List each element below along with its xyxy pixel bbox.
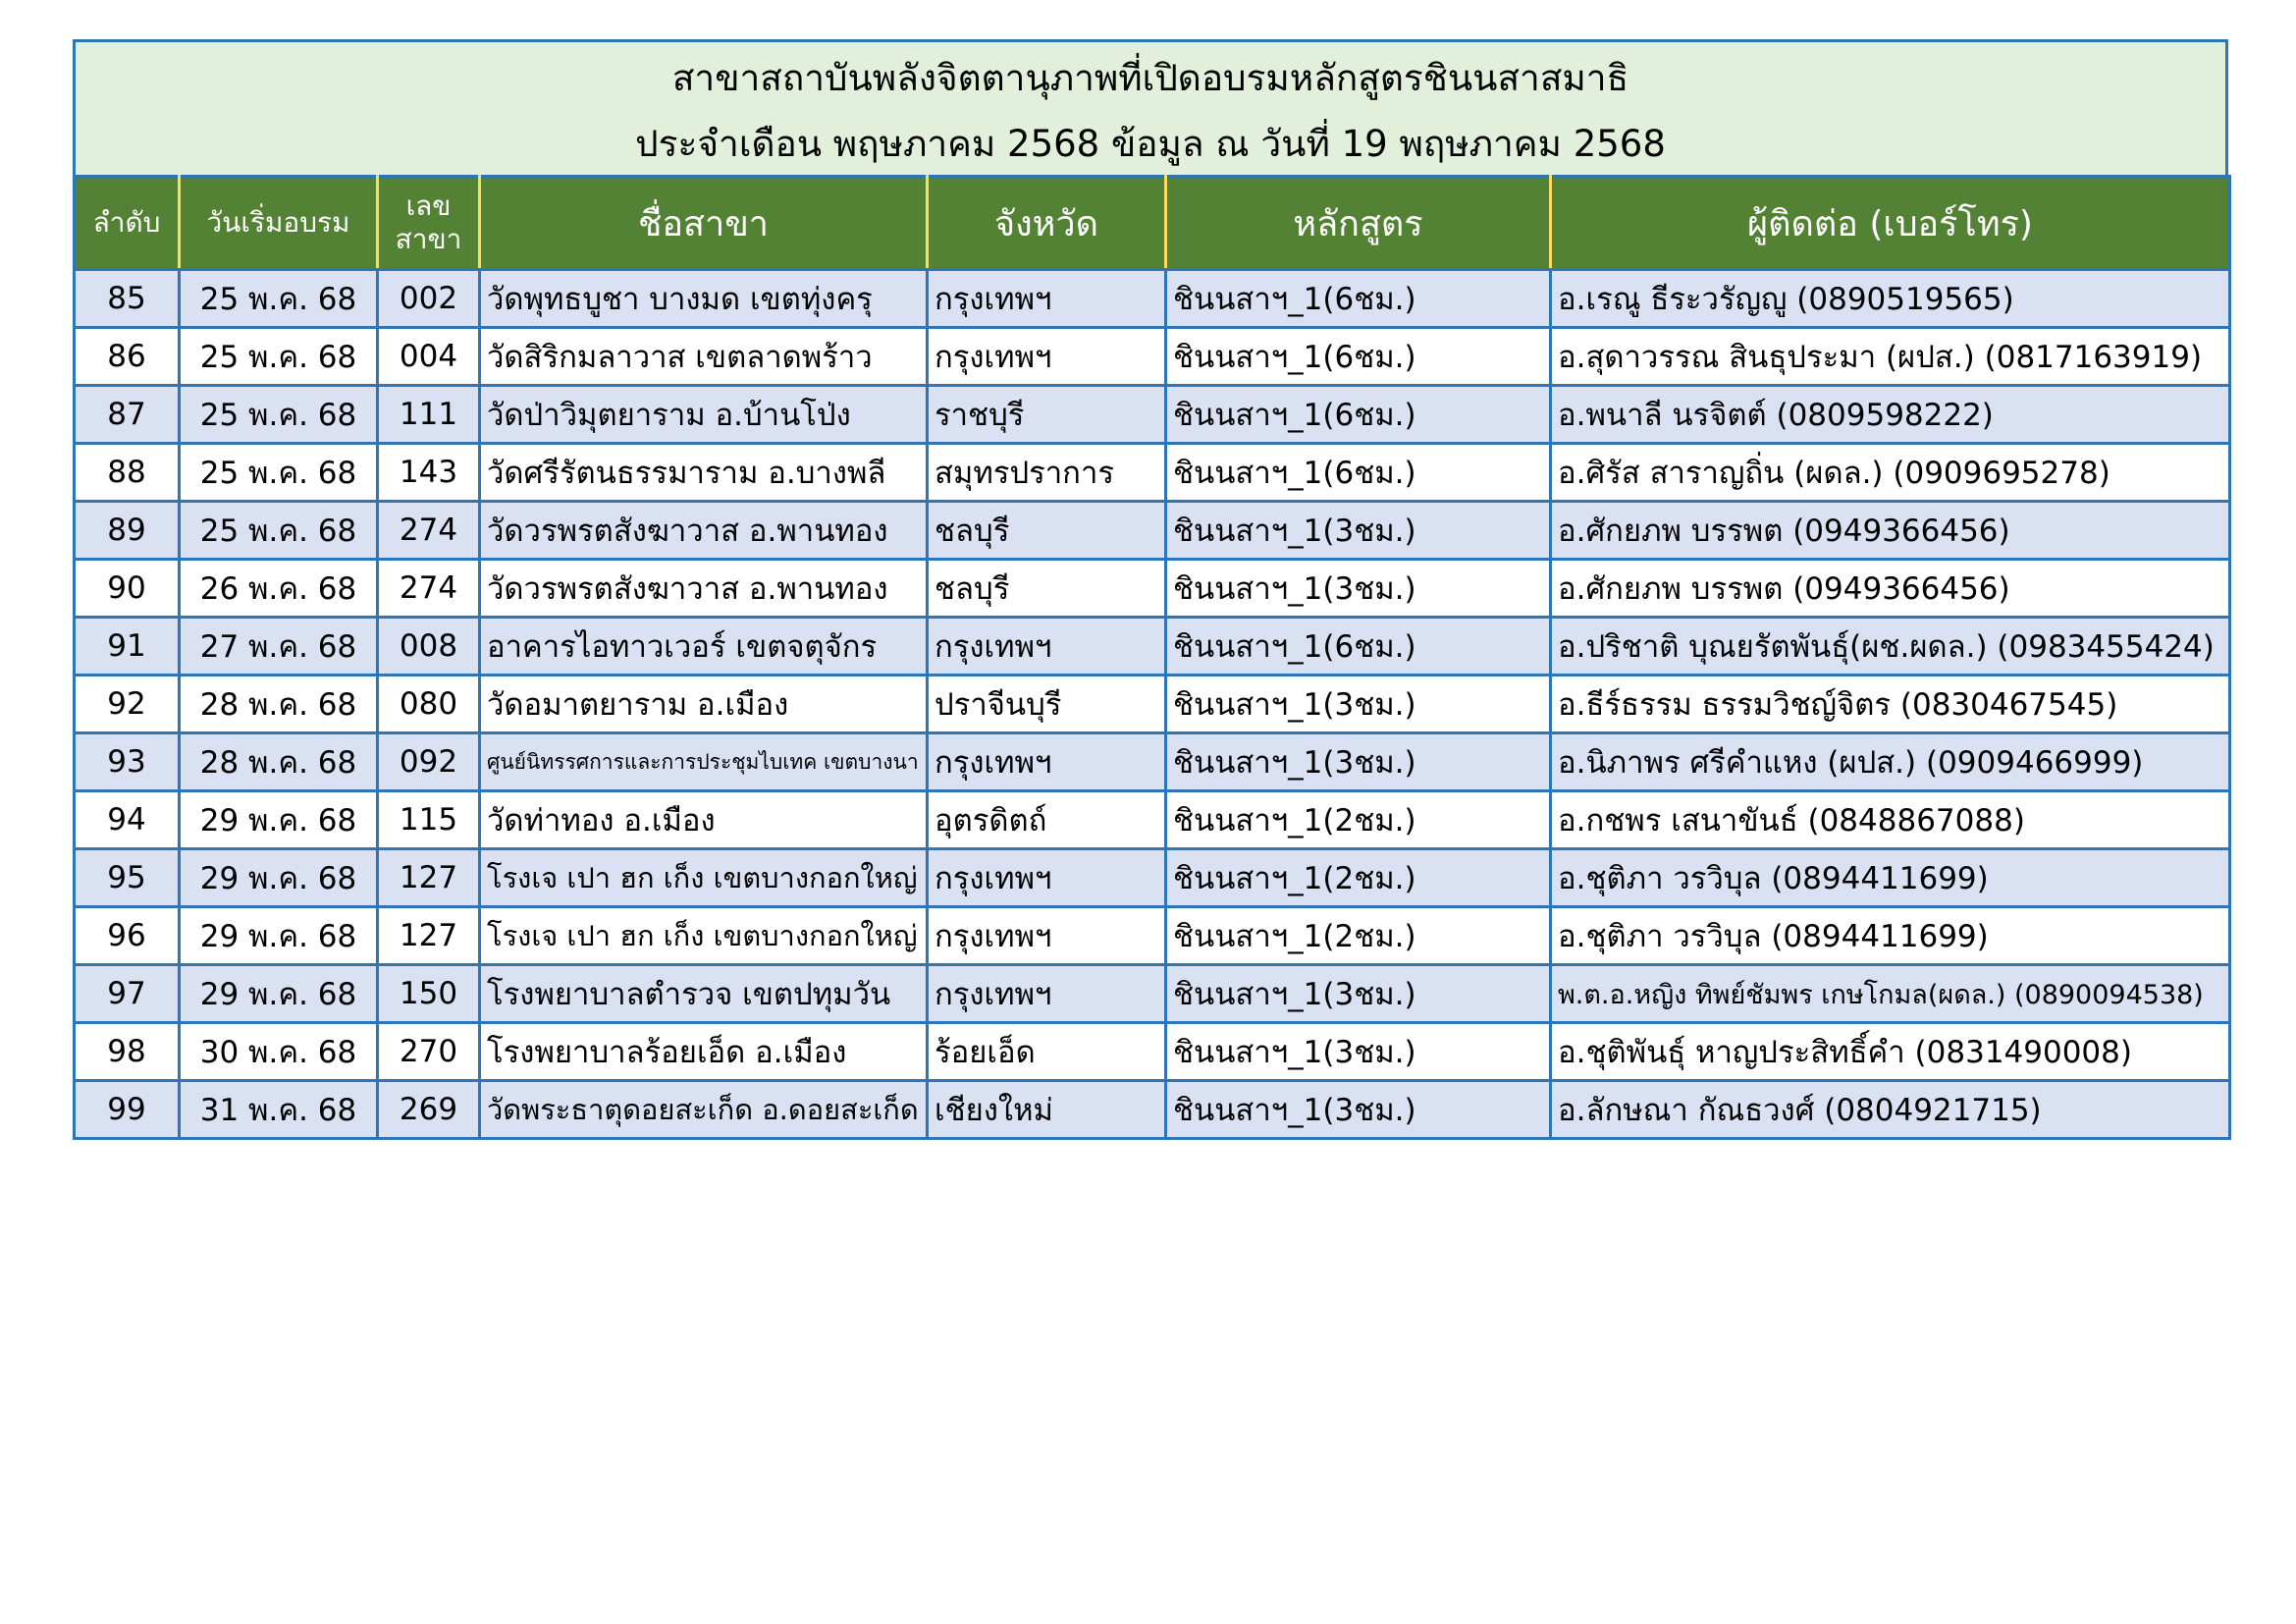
cell-no: 98 xyxy=(75,1023,180,1081)
cell-no: 89 xyxy=(75,502,180,560)
cell-start-date: 25 พ.ค. 68 xyxy=(180,386,378,444)
cell-branch-name: วัดป่าวิมุตยาราม อ.บ้านโป่ง xyxy=(480,386,928,444)
cell-branch-name: อาคารไอทาวเวอร์ เขตจตุจักร xyxy=(480,618,928,676)
cell-contact: อ.นิภาพร ศรีคำแหง (ผปส.) (0909466999) xyxy=(1551,733,2230,791)
cell-province: กรุงเทพฯ xyxy=(928,965,1166,1023)
table-row xyxy=(75,1023,2230,1081)
cell-province: กรุงเทพฯ xyxy=(928,907,1166,965)
cell-branch-name: โรงพยาบาลตำรวจ เขตปทุมวัน xyxy=(480,965,928,1023)
cell-province: กรุงเทพฯ xyxy=(928,618,1166,676)
cell-course: ชินนสาฯ_1(3ชม.) xyxy=(1166,560,1551,618)
cell-no: 86 xyxy=(75,328,180,386)
cell-course: ชินนสาฯ_1(3ชม.) xyxy=(1166,965,1551,1023)
cell-branch-name: วัดวรพรตสังฆาวาส อ.พานทอง xyxy=(480,560,928,618)
title-line-2: ประจำเดือน พฤษภาคม 2568 ข้อมูล ณ วันที่ 19 พฤษภาคม 2568 xyxy=(635,123,1666,165)
cell-contact: อ.ชุติภา วรวิบุล (0894411699) xyxy=(1551,907,2230,965)
cell-contact: อ.ชุติพันธุ์ หาญประสิทธิ์คำ (0831490008) xyxy=(1551,1023,2230,1081)
table-row xyxy=(75,791,2230,849)
table-row xyxy=(75,270,2230,328)
cell-contact: อ.สุดาวรรณ สินธุประมา (ผปส.) (0817163919) xyxy=(1551,328,2230,386)
cell-start-date: 25 พ.ค. 68 xyxy=(180,444,378,502)
cell-province: ปราจีนบุรี xyxy=(928,676,1166,733)
title-box xyxy=(73,39,2228,175)
cell-province: กรุงเทพฯ xyxy=(928,328,1166,386)
cell-branch-name: วัดอมาตยาราม อ.เมือง xyxy=(480,676,928,733)
cell-branch-name: วัดศรีรัตนธรรมาราม อ.บางพลี xyxy=(480,444,928,502)
cell-course: ชินนสาฯ_1(3ชม.) xyxy=(1166,502,1551,560)
cell-province: ชลบุรี xyxy=(928,560,1166,618)
cell-branch-no: 269 xyxy=(378,1081,480,1139)
cell-no: 95 xyxy=(75,849,180,907)
cell-branch-name: โรงเจ เปา ฮก เก็ง เขตบางกอกใหญ่ xyxy=(480,907,928,965)
cell-province: สมุทรปราการ xyxy=(928,444,1166,502)
cell-start-date: 26 พ.ค. 68 xyxy=(180,560,378,618)
cell-branch-no: 274 xyxy=(378,560,480,618)
cell-branch-name: วัดท่าทอง อ.เมือง xyxy=(480,791,928,849)
cell-no: 91 xyxy=(75,618,180,676)
cell-course: ชินนสาฯ_1(6ชม.) xyxy=(1166,618,1551,676)
cell-province: เชียงใหม่ xyxy=(928,1081,1166,1139)
cell-contact: อ.ชุติภา วรวิบุล (0894411699) xyxy=(1551,849,2230,907)
cell-course: ชินนสาฯ_1(2ชม.) xyxy=(1166,907,1551,965)
cell-start-date: 29 พ.ค. 68 xyxy=(180,849,378,907)
cell-start-date: 29 พ.ค. 68 xyxy=(180,791,378,849)
table-row xyxy=(75,328,2230,386)
cell-no: 96 xyxy=(75,907,180,965)
cell-branch-no: 002 xyxy=(378,270,480,328)
header-branch-no-line-1: เลข xyxy=(405,189,452,222)
cell-branch-no: 127 xyxy=(378,849,480,907)
cell-branch-name: วัดสิริกมลาวาส เขตลาดพร้าว xyxy=(480,328,928,386)
cell-course: ชินนสาฯ_1(6ชม.) xyxy=(1166,444,1551,502)
header-course: หลักสูตร xyxy=(1166,177,1551,270)
table-row xyxy=(75,676,2230,733)
table-header-row xyxy=(75,177,2230,270)
cell-province: อุตรดิตถ์ xyxy=(928,791,1166,849)
table-row xyxy=(75,907,2230,965)
header-start-date: วันเริ่มอบรม xyxy=(180,177,378,270)
table-row xyxy=(75,849,2230,907)
cell-branch-no: 274 xyxy=(378,502,480,560)
cell-province: ชลบุรี xyxy=(928,502,1166,560)
cell-course: ชินนสาฯ_1(2ชม.) xyxy=(1166,791,1551,849)
cell-start-date: 28 พ.ค. 68 xyxy=(180,676,378,733)
table-row xyxy=(75,733,2230,791)
table-row xyxy=(75,560,2230,618)
cell-branch-no: 150 xyxy=(378,965,480,1023)
cell-contact: อ.ลักษณา กัณธวงศ์ (0804921715) xyxy=(1551,1081,2230,1139)
cell-no: 99 xyxy=(75,1081,180,1139)
cell-province: ราชบุรี xyxy=(928,386,1166,444)
header-branch-no xyxy=(378,177,480,270)
cell-branch-no: 127 xyxy=(378,907,480,965)
cell-branch-no: 270 xyxy=(378,1023,480,1081)
table-row xyxy=(75,444,2230,502)
cell-no: 94 xyxy=(75,791,180,849)
cell-course: ชินนสาฯ_1(3ชม.) xyxy=(1166,1023,1551,1081)
cell-start-date: 28 พ.ค. 68 xyxy=(180,733,378,791)
cell-start-date: 30 พ.ค. 68 xyxy=(180,1023,378,1081)
cell-contact: อ.ศักยภพ บรรพต (0949366456) xyxy=(1551,502,2230,560)
table-row xyxy=(75,1081,2230,1139)
cell-no: 90 xyxy=(75,560,180,618)
cell-branch-name: ศูนย์นิทรรศการและการประชุมไบเทค เขตบางนา xyxy=(480,733,928,791)
cell-branch-no: 004 xyxy=(378,328,480,386)
cell-no: 92 xyxy=(75,676,180,733)
header-province: จังหวัด xyxy=(928,177,1166,270)
cell-course: ชินนสาฯ_1(6ชม.) xyxy=(1166,386,1551,444)
cell-province: กรุงเทพฯ xyxy=(928,849,1166,907)
cell-branch-no: 008 xyxy=(378,618,480,676)
cell-no: 93 xyxy=(75,733,180,791)
cell-no: 88 xyxy=(75,444,180,502)
cell-branch-name: วัดวรพรตสังฆาวาส อ.พานทอง xyxy=(480,502,928,560)
cell-branch-name: โรงพยาบาลร้อยเอ็ด อ.เมือง xyxy=(480,1023,928,1081)
header-branch-no-line-2: สาขา xyxy=(395,223,462,255)
table-body xyxy=(75,270,2230,1139)
cell-course: ชินนสาฯ_1(3ชม.) xyxy=(1166,1081,1551,1139)
cell-course: ชินนสาฯ_1(2ชม.) xyxy=(1166,849,1551,907)
cell-contact: อ.เรณู ธีระวรัญญู (0890519565) xyxy=(1551,270,2230,328)
cell-province: ร้อยเอ็ด xyxy=(928,1023,1166,1081)
cell-start-date: 27 พ.ค. 68 xyxy=(180,618,378,676)
table-row xyxy=(75,618,2230,676)
cell-contact: อ.ธีร์ธรรม ธรรมวิชญ์จิตร (0830467545) xyxy=(1551,676,2230,733)
title-line-1: สาขาสถาบันพลังจิตตานุภาพที่เปิดอบรมหลักสูตรชินนสาสมาธิ xyxy=(671,57,1629,99)
cell-start-date: 25 พ.ค. 68 xyxy=(180,270,378,328)
cell-start-date: 25 พ.ค. 68 xyxy=(180,328,378,386)
cell-start-date: 25 พ.ค. 68 xyxy=(180,502,378,560)
cell-course: ชินนสาฯ_1(6ชม.) xyxy=(1166,270,1551,328)
cell-course: ชินนสาฯ_1(3ชม.) xyxy=(1166,676,1551,733)
table-row xyxy=(75,965,2230,1023)
cell-branch-no: 115 xyxy=(378,791,480,849)
cell-contact: อ.กชพร เสนาขันธ์ (0848867088) xyxy=(1551,791,2230,849)
cell-branch-name: โรงเจ เปา ฮก เก็ง เขตบางกอกใหญ่ xyxy=(480,849,928,907)
cell-contact: พ.ต.อ.หญิง ทิพย์ชัมพร เกษโกมล(ผดล.) (0890094538) xyxy=(1551,965,2230,1023)
cell-branch-no: 111 xyxy=(378,386,480,444)
cell-no: 85 xyxy=(75,270,180,328)
cell-contact: อ.ปริชาติ บุณยรัตพันธุ์(ผช.ผดล.) (0983455424) xyxy=(1551,618,2230,676)
cell-province: กรุงเทพฯ xyxy=(928,733,1166,791)
header-branch-name: ชื่อสาขา xyxy=(480,177,928,270)
cell-contact: อ.ศิรัส สาราญถิ่น (ผดล.) (0909695278) xyxy=(1551,444,2230,502)
schedule-sheet xyxy=(73,39,2228,1140)
cell-province: กรุงเทพฯ xyxy=(928,270,1166,328)
cell-course: ชินนสาฯ_1(6ชม.) xyxy=(1166,328,1551,386)
cell-start-date: 29 พ.ค. 68 xyxy=(180,965,378,1023)
cell-start-date: 31 พ.ค. 68 xyxy=(180,1081,378,1139)
table-row xyxy=(75,502,2230,560)
cell-course: ชินนสาฯ_1(3ชม.) xyxy=(1166,733,1551,791)
cell-branch-name: วัดพุทธบูชา บางมด เขตทุ่งครุ xyxy=(480,270,928,328)
cell-branch-no: 143 xyxy=(378,444,480,502)
header-no: ลำดับ xyxy=(75,177,180,270)
table-row xyxy=(75,386,2230,444)
cell-branch-no: 080 xyxy=(378,676,480,733)
cell-branch-name: วัดพระธาตุดอยสะเก็ด อ.ดอยสะเก็ด xyxy=(480,1081,928,1139)
cell-start-date: 29 พ.ค. 68 xyxy=(180,907,378,965)
header-contact: ผู้ติดต่อ (เบอร์โทร) xyxy=(1551,177,2230,270)
cell-no: 97 xyxy=(75,965,180,1023)
cell-branch-no: 092 xyxy=(378,733,480,791)
cell-contact: อ.ศักยภพ บรรพต (0949366456) xyxy=(1551,560,2230,618)
cell-no: 87 xyxy=(75,386,180,444)
cell-contact: อ.พนาลี นรจิตต์ (0809598222) xyxy=(1551,386,2230,444)
branch-table xyxy=(73,175,2231,1140)
